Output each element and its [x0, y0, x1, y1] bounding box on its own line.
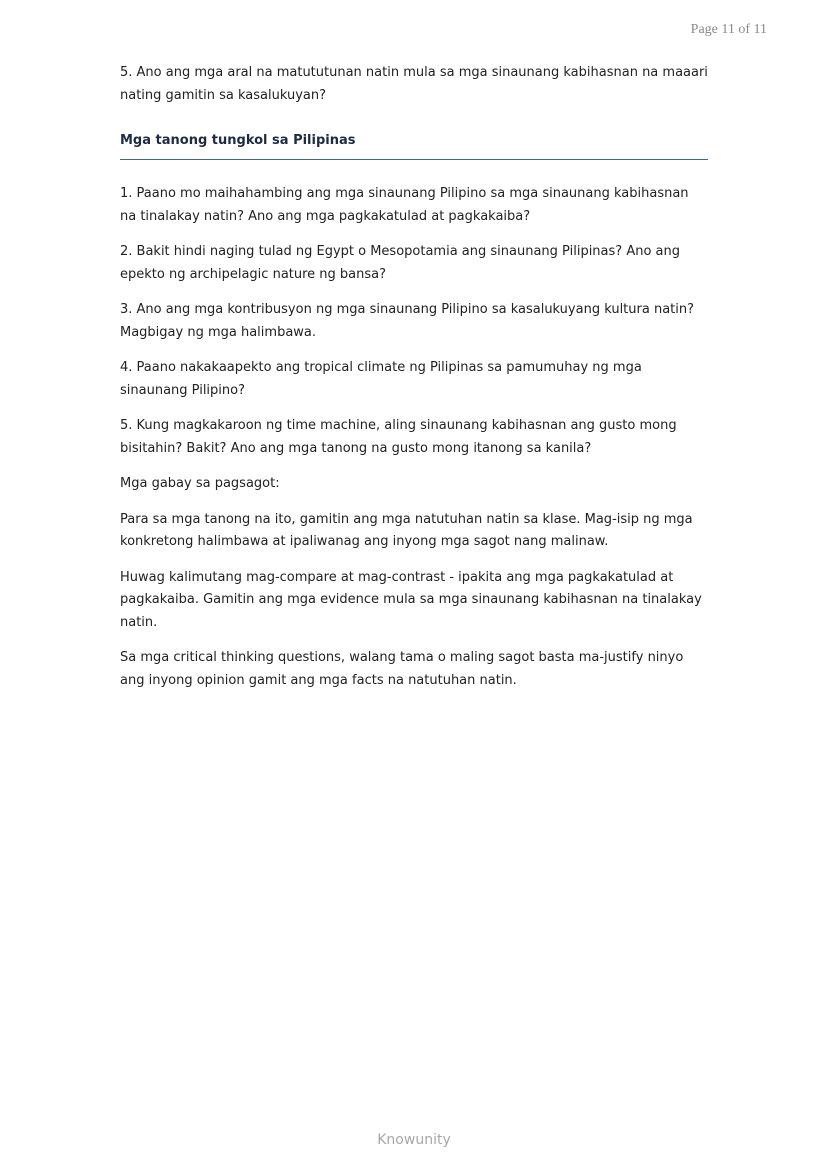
guide-paragraph: Sa mga critical thinking questions, walang tama o maling sagot basta ma-justify ninyo ang inyong opinion gamit ang mga facts na natutuhan natin. [120, 650, 684, 688]
guide-paragraph: Huwag kalimutang mag-compare at mag-contrast - ipakita ang mga pagkakatulad at pagkakaiba. Gamitin ang mga evidence mula sa mga sinaunang kabihasnan na tinalakay natin. [120, 569, 702, 630]
document-body [120, 62, 708, 705]
guide-paragraph: Para sa mga tanong na ito, gamitin ang mga natutuhan natin sa klase. Mag-isip ng mga konkretong halimbawa at ipaliwanag ang inyong mga sagot nang malinaw. [120, 511, 693, 549]
question-item: 3. Ano ang mga kontribusyon ng mga sinaunang Pilipino sa kasalukuyang kultura natin? Magbigay ng mga halimbawa. [120, 302, 695, 340]
guide-label: Mga gabay sa pagsagot: [120, 476, 280, 491]
question-item: 2. Bakit hindi naging tulad ng Egypt o Mesopotamia ang sinaunang Pilipinas? Ano ang epekto ng archipelagic nature ng bansa? [120, 244, 680, 282]
question-item: 5. Kung magkakaroon ng time machine, aling sinaunang kabihasnan ang gusto mong bisitahin? Bakit? Ano ang mga tanong na gusto mong itanong sa kanila? [120, 418, 677, 456]
intro-question: 5. Ano ang mga aral na matututunan natin mula sa mga sinaunang kabihasnan na maaari nating gamitin sa kasalukuyan? [120, 65, 708, 103]
footer-brand: Knowunity [377, 1132, 451, 1148]
question-item: 4. Paano nakakaapekto ang tropical climate ng Pilipinas sa pamumuhay ng mga sinaunang Pilipino? [120, 360, 642, 398]
question-list [120, 183, 708, 460]
page-number: Page 11 of 11 [690, 22, 767, 37]
section-heading: Mga tanong tungkol sa Pilipinas [120, 131, 708, 160]
question-item: 1. Paano mo maihahambing ang mga sinaunang Pilipino sa mga sinaunang kabihasnan na tinalakay natin? Ano ang mga pagkakatulad at pagkakaiba? [120, 186, 689, 224]
